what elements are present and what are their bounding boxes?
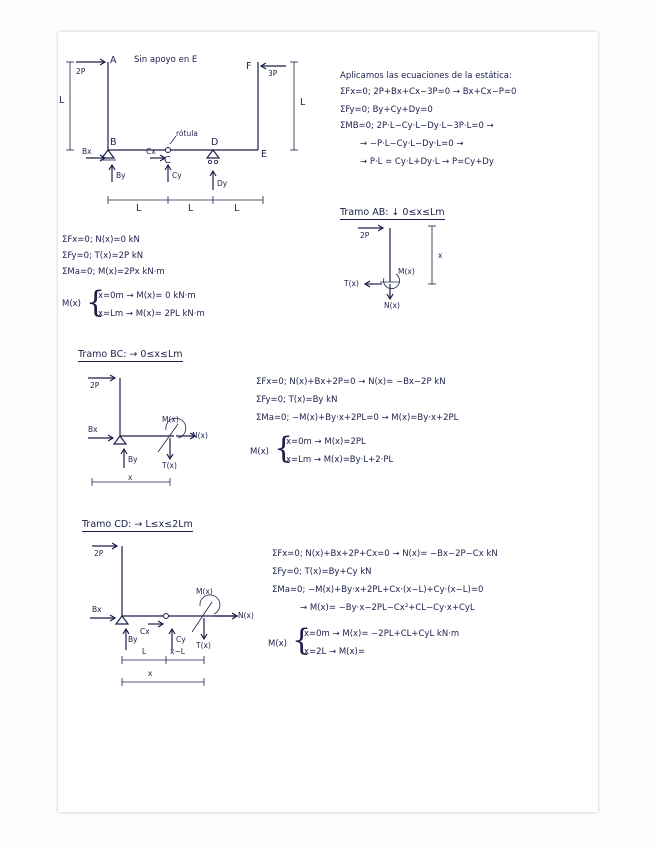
section-ab-title: Tramo AB: ↓ 0≤x≤Lm [340, 207, 445, 218]
ab-fig-load: 2P [360, 231, 370, 240]
cd-fig-load: 2P [94, 549, 104, 558]
statics-eq-step: → −P·L−Cy·L−Dy·L=0 → [360, 139, 464, 149]
cd-fig-shear: T(x) [196, 641, 211, 650]
ab-fig-moment: M(x) [398, 267, 415, 276]
bc-fig-dim: x [128, 473, 133, 482]
statics-eq-fy: ΣFy=0; By+Cy+Dy=0 [340, 105, 433, 115]
ab-eq-fx: ΣFx=0; N(x)=0 kN [62, 235, 140, 245]
cd-fig-cy: Cy [176, 635, 186, 644]
ab-eq-ma: ΣMa=0; M(x)=2Px kN·m [62, 267, 165, 277]
section-bc-title: Tramo BC: → 0≤x≤Lm [78, 349, 183, 360]
ab-m-label: M(x) [62, 299, 81, 309]
bc-eq-fy: ΣFy=0; T(x)=By kN [256, 395, 338, 405]
dim-span-2: L [188, 203, 194, 214]
statics-eq-fx: ΣFx=0; 2P+Bx+Cx−3P=0 → Bx+Cx−P=0 [340, 87, 517, 97]
bc-fig-by: By [128, 455, 138, 464]
ab-fig-normal: N(x) [384, 301, 400, 310]
cd-eq-ma: ΣMa=0; −M(x)+By·x+2PL+Cx·(x−L)+Cy·(x−L)=0 [272, 585, 484, 595]
cd-m-label: M(x) [268, 639, 287, 649]
bc-case-1: x=0m → M(x)=2PL [286, 437, 366, 447]
cd-eq-fy: ΣFy=0; T(x)=By+Cy kN [272, 567, 372, 577]
statics-eq-mb: ΣMB=0; 2P·L−Cy·L−Dy·L−3P·L=0 → [340, 121, 494, 131]
node-a: A [110, 55, 117, 66]
bc-fig-bx: Bx [88, 425, 98, 434]
dim-span-3: L [234, 203, 240, 214]
support-note: Sin apoyo en E [134, 55, 198, 65]
bc-fig-load: 2P [90, 381, 100, 390]
bc-fig-shear: T(x) [162, 461, 177, 470]
bc-fig-normal: N(x) [192, 431, 208, 440]
node-b: B [110, 137, 117, 148]
ab-case-1: x=0m → M(x)= 0 kN·m [98, 291, 196, 301]
frame-diagram [58, 32, 358, 212]
cd-fig-normal: N(x) [238, 611, 254, 620]
cd-fig-cx: Cx [140, 627, 150, 636]
reaction-cy: Cy [172, 171, 182, 180]
statics-title: Aplicamos las ecuaciones de la estática: [340, 71, 512, 81]
bc-case-2: x=Lm → M(x)=By·L+2·PL [286, 455, 394, 465]
reaction-by: By [116, 171, 126, 180]
notebook-page [58, 32, 598, 812]
ab-fig-dim: x [438, 251, 443, 260]
ab-eq-fy: ΣFy=0; T(x)=2P kN [62, 251, 144, 261]
cd-case-1: x=0m → M(x)= −2PL+CL+CyL kN·m [304, 629, 460, 639]
cd-fig-moment: M(x) [196, 587, 213, 596]
cd-eq-fx: ΣFx=0; N(x)+Bx+2P+Cx=0 → N(x)= −Bx−2P−Cx kN [272, 549, 498, 559]
bc-eq-ma: ΣMa=0; −M(x)+By·x+2PL=0 → M(x)=By·x+2PL [256, 413, 459, 423]
cd-fig-dim-x: x [148, 669, 153, 678]
bc-m-label: M(x) [250, 447, 269, 457]
bc-fig-moment: M(x) [162, 415, 179, 424]
load-right: 3P [268, 69, 278, 78]
reaction-dy: Dy [217, 179, 228, 188]
node-c: C [164, 155, 171, 166]
bc-brace: { [274, 431, 294, 466]
bc-free-body-diagram [78, 372, 258, 502]
ab-brace: { [86, 285, 106, 320]
node-e: E [261, 149, 268, 160]
cd-fig-bx: Bx [92, 605, 102, 614]
cd-fig-dim-xl: x−L [170, 647, 185, 656]
node-d: D [211, 137, 219, 148]
node-f: F [246, 61, 252, 72]
load-left: 2P [76, 67, 86, 76]
section-cd-title: Tramo CD: → L≤x≤2Lm [82, 519, 193, 530]
ab-fig-shear: T(x) [344, 279, 359, 288]
hinge-label: rótula [176, 129, 198, 138]
dim-height-right: L [300, 97, 306, 108]
ab-case-2: x=Lm → M(x)= 2PL kN·m [98, 309, 205, 319]
reaction-bx: Bx [82, 147, 92, 156]
cd-eq-result: → M(x)= −By·x−2PL−Cx²+CL−Cy·x+CyL [300, 603, 475, 613]
reaction-cx: Cx [146, 147, 156, 156]
bc-eq-fx: ΣFx=0; N(x)+Bx+2P=0 → N(x)= −Bx−2P kN [256, 377, 446, 387]
dim-height-left: L [59, 95, 65, 106]
cd-brace: { [292, 623, 312, 658]
cd-fig-by: By [128, 635, 138, 644]
cd-fig-dim-l: L [142, 647, 147, 656]
statics-eq-result: → P·L = Cy·L+Dy·L → P=Cy+Dy [360, 157, 494, 167]
cd-case-2: x=2L → M(x)= [304, 647, 365, 657]
dim-span-1: L [136, 203, 142, 214]
